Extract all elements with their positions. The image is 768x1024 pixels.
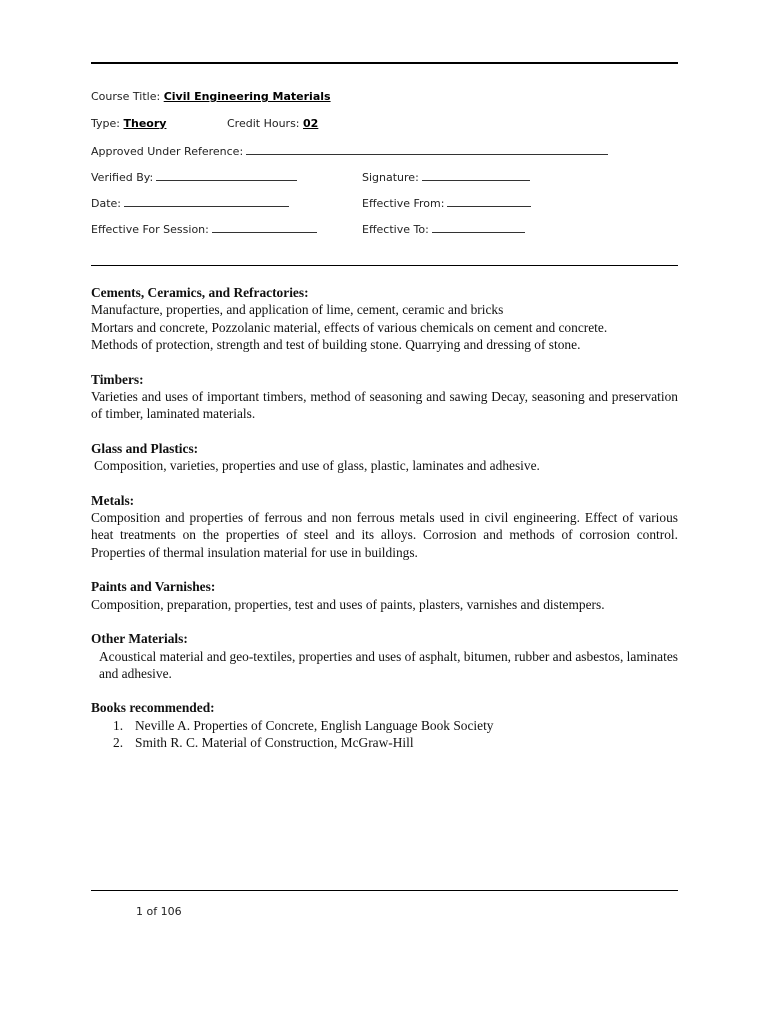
- book-number: 2.: [113, 735, 124, 751]
- section-line: Methods of protection, strength and test of building stone. Quarrying and dressing of stone.: [91, 337, 581, 353]
- date-label: Date:: [91, 197, 121, 210]
- approved-blank: [246, 144, 608, 155]
- page-number: 1 of 106: [136, 905, 182, 918]
- book-title: Neville A. Properties of Concrete, English Language Book Society: [135, 717, 494, 733]
- book-number: 1.: [113, 717, 124, 733]
- course-title-label: Course Title:: [91, 90, 161, 103]
- course-title-row: [91, 90, 331, 103]
- books-heading: Books recommended:: [91, 700, 215, 716]
- effective-to-label: Effective To:: [362, 223, 429, 236]
- section-line: Manufacture, properties, and application of lime, cement, ceramic and bricks: [91, 302, 504, 318]
- type-row: [91, 117, 166, 130]
- signature-label: Signature:: [362, 171, 419, 184]
- signature-row: [362, 170, 530, 184]
- section-cements: [91, 284, 678, 354]
- effective-from-label: Effective From:: [362, 197, 445, 210]
- date-row: [91, 196, 289, 210]
- approved-row: [91, 144, 608, 158]
- section-metals: [91, 492, 678, 562]
- credit-hours-value: 02: [303, 117, 319, 130]
- section-heading: Paints and Varnishes:: [91, 579, 216, 595]
- effective-to-blank: [432, 222, 525, 233]
- bottom-divider: [91, 890, 678, 891]
- verified-blank: [156, 170, 297, 181]
- verified-row: [91, 170, 297, 184]
- section-timbers: [91, 371, 678, 423]
- section-line: Varieties and uses of important timbers, method of seasoning and sawing Decay, seasoning and preservation of timber, laminated materials.: [91, 389, 678, 422]
- credit-hours-row: [227, 117, 318, 130]
- type-label: Type:: [91, 117, 120, 130]
- course-title-value: Civil Engineering Materials: [163, 90, 331, 103]
- middle-divider: [91, 265, 678, 266]
- effective-from-row: [362, 196, 531, 210]
- section-glass-plastics: [91, 440, 678, 475]
- section-line: Composition and properties of ferrous and non ferrous metals used in civil engineering. Effect of various heat treatments on the properties of steel and its alloys. Corrosion and methods of corrosion control. Properties of thermal insulation material for use in buildings.: [91, 510, 678, 560]
- session-blank: [212, 222, 317, 233]
- effective-to-row: [362, 222, 525, 236]
- section-heading: Cements, Ceramics, and Refractories:: [91, 285, 309, 300]
- session-row: [91, 222, 317, 236]
- section-line: Acoustical material and geo-textiles, properties and uses of asphalt, bitumen, rubber and asbestos, laminates and adhesive.: [99, 648, 678, 681]
- effective-from-blank: [447, 196, 531, 207]
- section-line: Composition, preparation, properties, test and uses of paints, plasters, varnishes and distempers.: [91, 596, 605, 612]
- top-divider: [91, 62, 678, 64]
- section-heading: Glass and Plastics:: [91, 440, 199, 456]
- verified-label: Verified By:: [91, 171, 154, 184]
- list-item: [91, 734, 678, 751]
- books-list: [91, 717, 678, 752]
- section-paints: [91, 578, 678, 613]
- type-value: Theory: [123, 117, 167, 130]
- section-heading: Metals:: [91, 492, 135, 508]
- section-heading: Timbers:: [91, 371, 144, 387]
- date-blank: [124, 196, 289, 207]
- approved-label: Approved Under Reference:: [91, 145, 244, 158]
- session-label: Effective For Session:: [91, 223, 209, 236]
- section-line: Mortars and concrete, Pozzolanic material, effects of various chemicals on cement and concrete.: [91, 319, 608, 335]
- section-heading: Other Materials:: [91, 631, 188, 647]
- section-line: Composition, varieties, properties and use of glass, plastic, laminates and adhesive.: [94, 458, 540, 474]
- course-content: [91, 284, 678, 769]
- book-title: Smith R. C. Material of Construction, McGraw-Hill: [135, 735, 414, 751]
- section-books: [91, 699, 678, 751]
- signature-blank: [422, 170, 530, 181]
- list-item: [91, 717, 678, 734]
- section-other-materials: [91, 630, 678, 682]
- credit-hours-label: Credit Hours:: [227, 117, 300, 130]
